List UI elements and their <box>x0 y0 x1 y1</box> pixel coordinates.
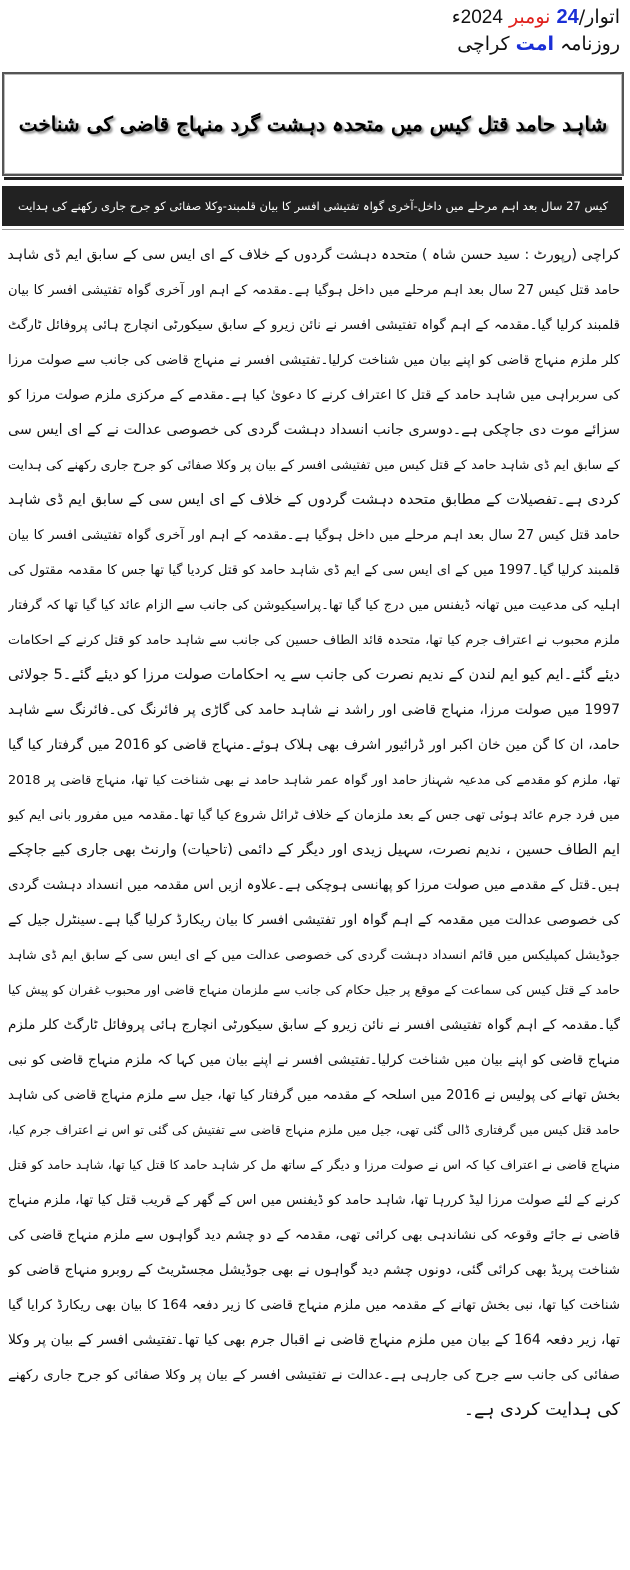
article-line: حامد کے قتل کیس کی سماعت کے موقع پر جیل حکام کی جانب سے ملزمان منہاج قاضی اور محبوب غفران کو پیش کیا <box>8 983 620 997</box>
subheadline-divider <box>2 229 624 230</box>
headline-box <box>2 72 624 176</box>
article-line: کردی ہے۔تفصیلات کے مطابق متحدہ دہشت گردوں کے خلاف کے ای ایس سی کے سابق ایم ڈی شاہد <box>8 492 620 508</box>
article-line: قلمبند کرلیا گیا۔1997 میں کے ای ایس سی کے ایم ڈی شاہد حامد کو قتل کردیا گیا تھا جس کا مقدمہ مقتول کی <box>8 563 620 578</box>
article-line: منہاج قاضی نے اعتراف کیا کہ اس نے صولت مرزا و دیگر کے ساتھ مل کر شاہد حامد کا قتل کیا تھا، شاہد حامد کو قتل <box>8 1158 620 1172</box>
article-line: صفائی کی جانب سے جرح کی جارہی ہے۔عدالت نے تفتیشی افسر کے بیان پر وکلا صفائی کو جرح جاری رکھنے <box>8 1368 620 1383</box>
article-line: گیا۔مقدمہ کے اہم گواہ تفتیشی افسر نے نائن زیرو کے سابق سیکورٹی انچارج ہائی پروفائل ٹارگٹ کلر ملزم <box>8 1017 620 1033</box>
publication-date <box>360 4 620 31</box>
article-line: 1997 میں صولت مرزا، منہاج قاضی اور راشد نے شاہد حامد کی گاڑی پر فائرنگ کی۔فائرنگ سے شاہد <box>8 702 620 718</box>
article-line: حامد قتل کیس 27 سال بعد اہم مرحلے میں داخل ہوگیا ہے۔مقدمہ کے اہم اور آخری گواہ تفتیشی افسر کا بیان <box>8 528 620 543</box>
article-line: شناخت پریڈ بھی کرائی گئی، دونوں چشم دید گواہوں نے بھی جوڈیشل مجسٹریٹ کے روبرو منہاج قاضی کو <box>8 1262 620 1278</box>
article-line: قاضی نے جائے وقوعہ کی نشاندہی بھی کرائی تھی، مقدمہ کے دو چشم دید گواہوں سے ملزم منہاج قاضی کی <box>8 1228 620 1243</box>
article-body <box>8 238 620 1428</box>
article-line: ہیں۔قتل کے مقدمے میں صولت مرزا کو پھانسی ہوچکی ہے۔علاوہ ازیں اس مقدمہ میں انسداد دہشت گردی <box>8 877 620 893</box>
article-line: حامد قتل کیس 27 سال بعد اہم مرحلے میں داخل ہوگیا ہے۔مقدمہ کے اہم اور آخری گواہ تفتیشی افسر کا بیان <box>8 283 620 298</box>
date-month: نومبر <box>508 6 551 28</box>
date-day: اتوار/ <box>578 6 620 28</box>
paper-prefix: روزنامہ <box>560 33 620 55</box>
article-line: کی سربراہی میں شاہد حامد کے قتل کا اعتراف کرنے کا دعویٰ کیا ہے۔مقدمے کے مرکزی ملزم صولت مرزا کو <box>8 388 620 403</box>
subheadline <box>2 186 624 226</box>
paper-city: کراچی <box>457 33 510 55</box>
article-line: تھا، ملزم کو مقدمے کی مدعیہ شہناز حامد اور گواہ عمر شاہد حامد نے بھی شناخت کیا تھا، منہاج قاضی پر 2018 <box>8 773 620 788</box>
masthead <box>360 4 620 57</box>
article-line: حامد، ان کا گن مین خان اکبر اور ڈرائیور اشرف بھی ہلاک ہوئے۔منہاج قاضی کو 2016 میں گرفتار کیا گیا <box>8 737 620 753</box>
date-year: 2024ء <box>451 7 503 28</box>
newspaper-name <box>360 31 620 57</box>
article-line: تھا، زیر دفعہ 164 کے بیان میں ملزم منہاج قاضی نے اقبال جرم بھی کیا تھا۔تفتیشی افسر کے بیان پر وکلا <box>8 1332 620 1348</box>
article-line: کی ہدایت کردی ہے۔ <box>463 1400 620 1420</box>
article-line: کرنے کے لئے صولت مرزا لیڈ کررہا تھا، شاہد حامد کو ڈیفنس میں اس کے گھر کے قریب قتل کیا تھا، ملزم منہاج <box>8 1193 620 1208</box>
article-line: دیئے گئے۔ایم کیو ایم لندن کے ندیم نصرت کی جانب سے یہ احکامات صولت مرزا کو دیئے گئے۔5 جولائی <box>8 667 620 683</box>
headline: شاہد حامد قتل کیس میں متحدہ دہشت گرد منہاج قاضی کی شناخت <box>18 112 608 136</box>
article-line: کلر ملزم منہاج قاضی کو اپنے بیان میں شناخت کرلیا۔تفتیشی افسر نے منہاج قاضی کی جانب سے صولت مرزا <box>8 353 620 368</box>
article-line: اہلیہ کی مدعیت میں تھانہ ڈیفنس میں درج کیا گیا تھا۔پراسیکیوشن کی جانب سے الزام عائد کیا گیا تھا کہ گرفتار <box>8 598 620 613</box>
subheadline-text: کیس 27 سال بعد اہم مرحلے میں داخل-آخری گواہ تفتیشی افسر کا بیان قلمبند-وکلا صفائی کو جرح جاری رکھنے کی ہدایت <box>17 199 609 213</box>
article-line: سزائے موت دی جاچکی ہے۔دوسری جانب انسداد دہشت گردی کی خصوصی عدالت نے کے ای ایس سی <box>8 422 620 438</box>
article-line: قلمبند کرلیا گیا۔مقدمہ کے اہم گواہ تفتیشی افسر نے نائن زیرو کے سابق سیکورٹی انچارج ہائی پروفائل ٹارگٹ <box>8 318 620 333</box>
article-line: کی خصوصی عدالت میں مقدمہ کے اہم گواہ اور تفتیشی افسر کا بیان ریکارڈ کرلیا گیا ہے۔سینٹرل جیل کے <box>8 912 620 928</box>
headline-divider <box>4 177 622 180</box>
article-line: شناخت کیا تھا، نبی بخش تھانے کے مقدمہ میں ملزم منہاج قاضی کا زیر دفعہ 164 کا بیان بھی ریکارڈ کرایا گیا <box>8 1298 620 1313</box>
article-line: میں فرد جرم عائد ہوئی تھی جس کے بعد ملزمان کے خلاف ٹرائل شروع کیا گیا تھا۔مقدمہ میں مفرور بانی ایم کیو <box>8 808 620 823</box>
article-line: منہاج قاضی کو اپنے بیان میں شناخت کرلیا۔تفتیشی افسر نے اپنے بیان میں کہا کہ ملزم منہاج قاضی کو نبی <box>8 1052 620 1068</box>
article-line: حامد قتل کیس میں گرفتاری ڈالی گئی تھی، جیل میں ملزم منہاج قاضی سے تفتیش کی گئی تو اس نے اعتراف جرم کیا، <box>8 1123 620 1137</box>
article-line: کے سابق ایم ڈی شاہد حامد کے قتل کیس میں تفتیشی افسر کے بیان پر وکلا صفائی کو جرح جاری رکھنے کی ہدایت <box>8 458 620 473</box>
article-line: جوڈیشل کمپلیکس میں قائم انسداد دہشت گردی کی خصوصی عدالت میں کے ای ایس سی کے سابق ایم ڈی شاہد <box>8 948 620 963</box>
article-line: کراچی (رپورٹ : سید حسن شاہ ) متحدہ دہشت گردوں کے خلاف کے ای ایس سی کے سابق ایم ڈی شاہد <box>8 247 620 263</box>
article-line: ملزم محبوب نے اعتراف جرم کیا تھا، متحدہ قائد الطاف حسین کی جانب سے شاہد حامد کو قتل کرنے کے احکامات <box>8 633 620 648</box>
article-line: ایم الطاف حسین ، ندیم نصرت، سہیل زیدی اور دیگر کے دائمی (تاحیات) وارنٹ بھی جاری کیے جاچکے <box>8 842 620 858</box>
article-line: بخش تھانے کی پولیس نے 2016 میں اسلحہ کے مقدمہ میں گرفتار کیا تھا، جیل سے ملزم منہاج قاضی کی شاہد <box>8 1088 620 1103</box>
paper-brand: امت <box>515 33 555 55</box>
date-number: 24 <box>556 6 579 28</box>
